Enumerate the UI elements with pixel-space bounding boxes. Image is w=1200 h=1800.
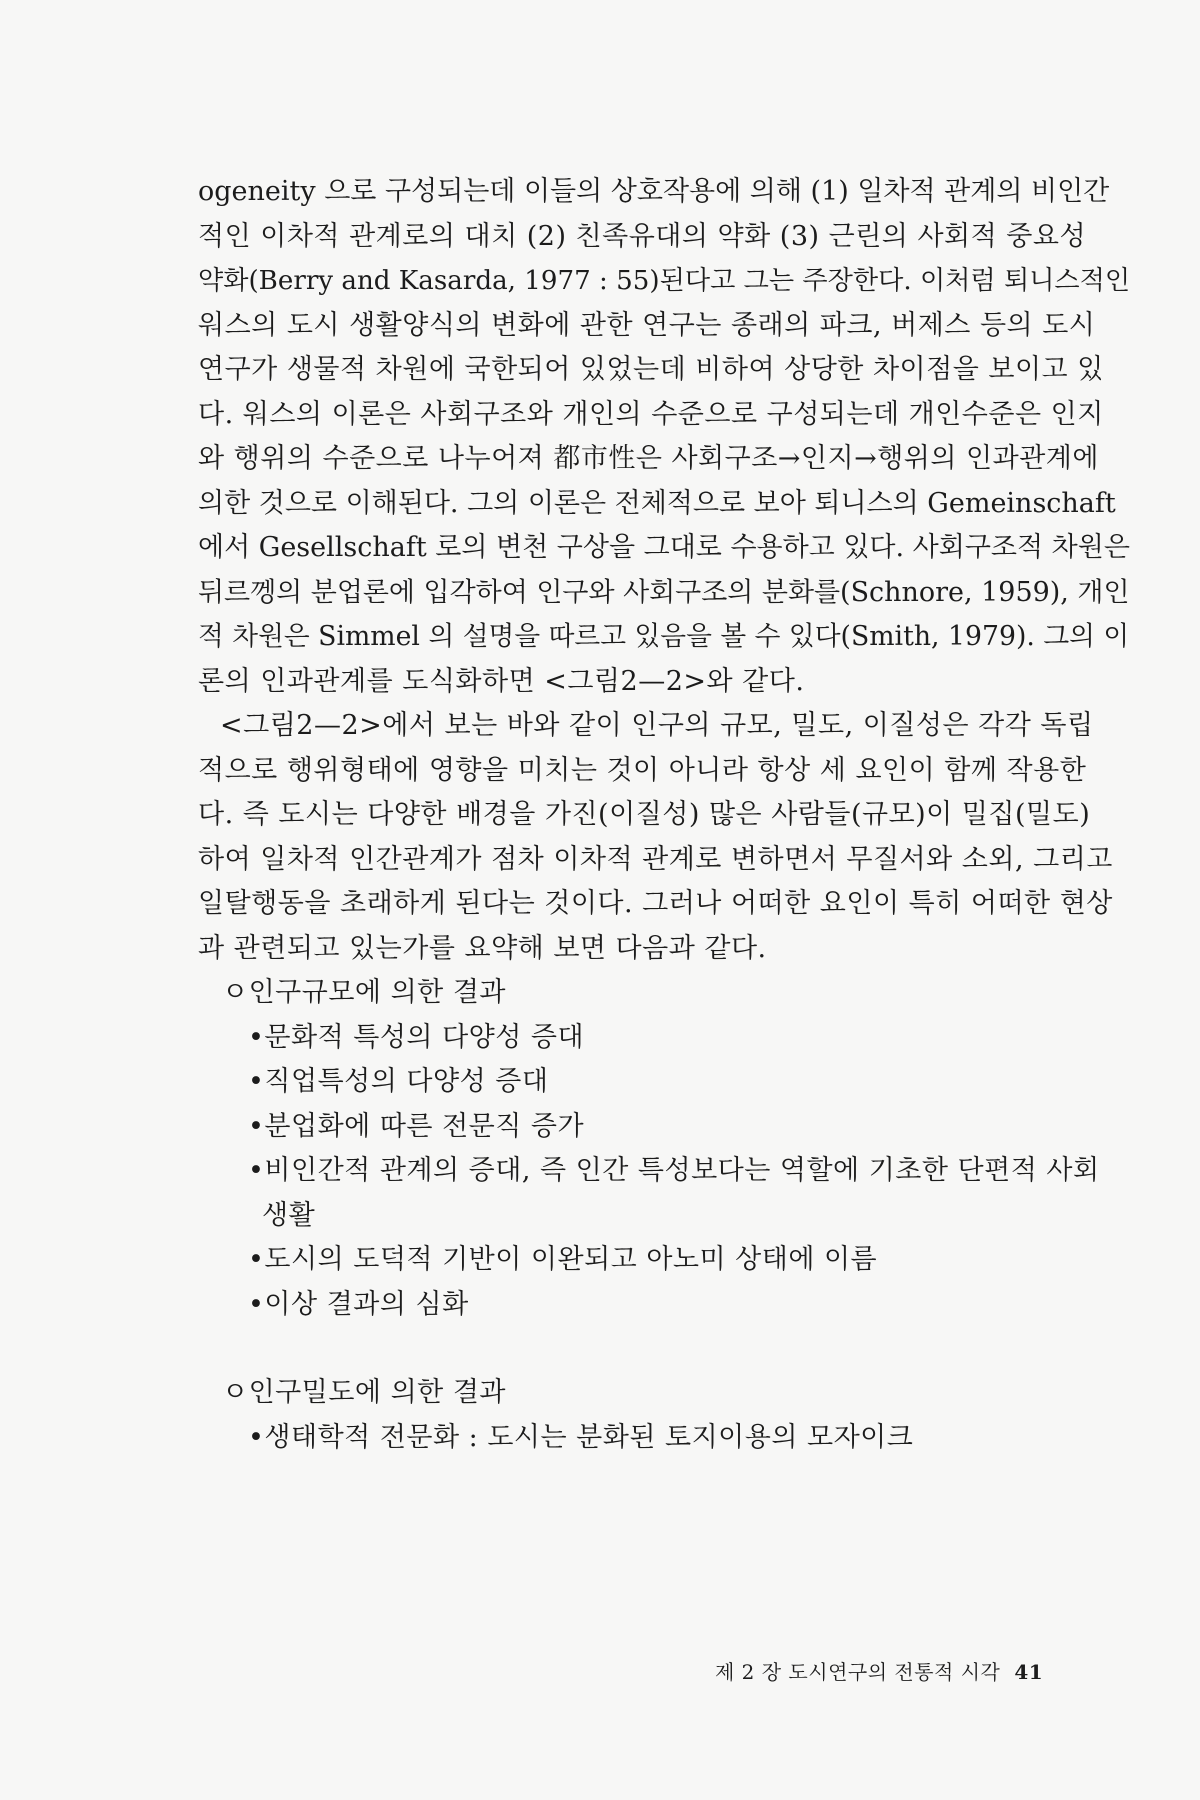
text-line: 적 차원은 Simmel 의 설명을 따르고 있음을 볼 수 있다(Smith, 1979). 그의 이: [198, 621, 1130, 652]
text-line: 다. 즉 도시는 다양한 배경을 가진(이질성) 많은 사람들(규모)이 밀집(밀도): [198, 799, 1091, 830]
text-line: 약화(Berry and Kasarda, 1977 : 55)된다고 그는 주장한다. 이처럼 퇴니스적인: [198, 266, 1131, 296]
chapter-title: 제 2 장 도시연구의 전통적 시각: [715, 1660, 1001, 1684]
text-line: 론의 인과관계를 도식화하면 <그림2—2>와 같다.: [198, 665, 805, 697]
running-footer: [715, 1656, 1043, 1685]
text-line: 과 관련되고 있는가를 요약해 보면 다음과 같다.: [198, 932, 767, 964]
bullet-item: •도시의 도덕적 기반이 이완되고 아노미 상태에 이름: [248, 1244, 878, 1275]
text-line: 워스의 도시 생활양식의 변화에 관한 연구는 종래의 파크, 버제스 등의 도시: [198, 309, 1096, 341]
bullet-item: •직업특성의 다양성 증대: [248, 1066, 549, 1097]
bullet-item: •이상 결과의 심화: [248, 1288, 469, 1320]
section-heading: ㅇ인구규모에 의한 결과: [222, 977, 506, 1008]
text-line: 뒤르껭의 분업론에 입각하여 인구와 사회구조의 분화를(Schnore, 1959), 개인: [198, 576, 1130, 608]
text-line: 적인 이차적 관계로의 대치 (2) 친족유대의 약화 (3) 근린의 사회적 중요성: [198, 220, 1087, 252]
text-line: ogeneity 으로 구성되는데 이들의 상호작용에 의해 (1) 일차적 관계의 비인간: [198, 176, 1110, 207]
text-line: 연구가 생물적 차원에 국한되어 있었는데 비하여 상당한 차이점을 보이고 있: [198, 354, 1104, 385]
bullet-item-continuation: 생활: [262, 1199, 316, 1231]
text-line: 다. 워스의 이론은 사회구조와 개인의 수준으로 구성되는데 개인수준은 인지: [198, 398, 1104, 430]
bullet-item: •문화적 특성의 다양성 증대: [248, 1021, 585, 1053]
text-line: 에서 Gesellschaft 로의 변천 구상을 그대로 수용하고 있다. 사회구조적 차원은: [198, 532, 1130, 563]
section-heading: ㅇ인구밀도에 의한 결과: [222, 1377, 506, 1408]
text-line: 일탈행동을 초래하게 된다는 것이다. 그러나 어떠한 요인이 특히 어떠한 현상: [198, 888, 1113, 919]
bullet-item: •비인간적 관계의 증대, 즉 인간 특성보다는 역할에 기초한 단편적 사회: [248, 1155, 1100, 1186]
text-line: <그림2—2>에서 보는 바와 같이 인구의 규모, 밀도, 이질성은 각각 독립: [220, 710, 1094, 741]
paragraph-2: [198, 704, 1113, 971]
paragraph-1: [198, 170, 1131, 704]
text-line: 의한 것으로 이해된다. 그의 이론은 전체적으로 보아 퇴니스의 Gemeinschaft: [198, 487, 1116, 519]
bullet-item: •분업화에 따른 전문직 증가: [248, 1110, 585, 1142]
section-population-size: [198, 971, 1100, 1327]
text-line: 적으로 행위형태에 영향을 미치는 것이 아니라 항상 세 요인이 함께 작용한: [198, 754, 1087, 786]
page-number: 41: [1014, 1660, 1044, 1684]
text-line: 하여 일차적 인간관계가 점차 이차적 관계로 변하면서 무질서와 소외, 그리고: [198, 843, 1113, 875]
section-population-density: [198, 1371, 1038, 1460]
text-line: 와 행위의 수준으로 나누어져 都市性은 사회구조→인지→행위의 인과관계에: [198, 443, 1099, 474]
section-spacer: [198, 1327, 1038, 1371]
bullet-item: •생태학적 전문화 : 도시는 분화된 토지이용의 모자이크: [248, 1421, 914, 1453]
body-text: [198, 170, 1131, 1460]
